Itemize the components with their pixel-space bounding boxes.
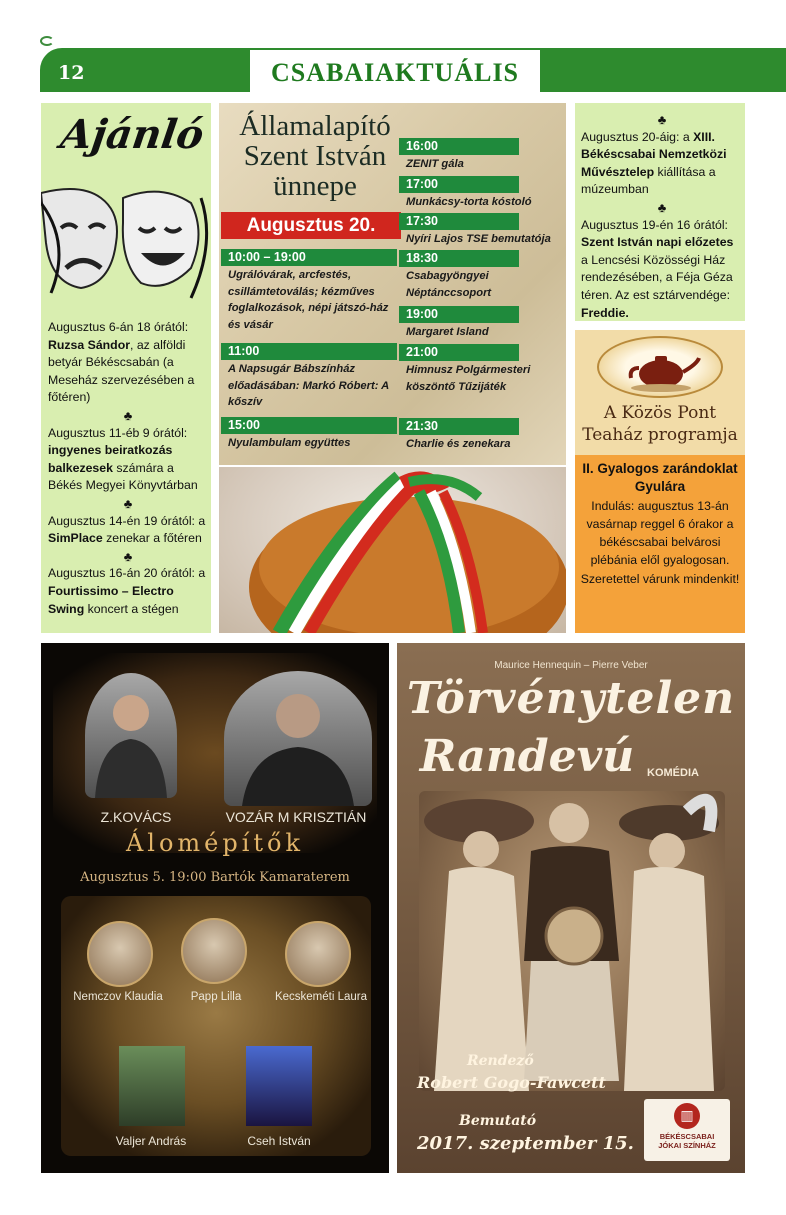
performer-photo — [181, 918, 247, 984]
performer-photo — [224, 671, 372, 806]
performer-photo — [87, 921, 153, 987]
right-program-list — [581, 111, 743, 322]
ajanlo-box — [41, 103, 211, 633]
performer-name: Nemczov Klaudia — [73, 991, 163, 1003]
page-number: 12 — [58, 62, 85, 84]
performer-name: Kecskeméti Laura — [274, 991, 368, 1003]
teahouse-body: Indulás: augusztus 13-án vasárnap reggel 6 órakor a békéscsabai belvárosi plébánia elől gyalogosan. Szeretettel várunk mindenkit! — [580, 498, 740, 586]
club-separator-icon: ♣ — [123, 495, 133, 511]
schedule-item: ZENIT gála — [406, 158, 464, 170]
event-poster — [219, 103, 566, 465]
schedule-time: 19:00 — [399, 306, 519, 323]
performer-name: VOZÁR M KRISZTIÁN — [225, 809, 367, 825]
schedule-item: Margaret Island — [406, 326, 489, 338]
schedule-item: Charlie és zenekara — [406, 438, 511, 450]
performer-photo — [119, 1046, 185, 1126]
schedule-time: 21:00 — [399, 344, 519, 361]
club-separator-icon: ♣ — [657, 199, 667, 215]
schedule-item: Ugrálóvárak, arcfestés, csillámtetoválás; kézműves foglalkozások, népi játszó-ház és vásár — [228, 269, 389, 331]
schedule-time: 11:00 — [221, 343, 397, 360]
vintage-photo-image — [419, 791, 725, 1091]
poster-title-line1: Törvénytelen — [406, 673, 736, 724]
poster-authors: Maurice Hennequin – Pierre Veber — [494, 660, 648, 671]
performer-photo — [85, 673, 177, 798]
ajanlo-item: Augusztus 11-éb 9 órától: ingyenes beiratkozás balkezesek számára a Békés Megyei Könyvtárban — [48, 425, 198, 493]
schedule-time: 10:00 – 19:00 — [221, 249, 397, 266]
poster-subtitle: Augusztus 5. 19:00 Bartók Kamaraterem — [80, 870, 350, 885]
club-separator-icon: ♣ — [123, 407, 133, 423]
schedule-item: Nyulambulam együttes — [228, 437, 351, 449]
ajanlo-item: Augusztus 16-án 20 órától: a Fourtissimo – Electro Swing koncert a stégen — [48, 566, 206, 616]
schedule-time: 17:00 — [399, 176, 519, 193]
performer-name: Valjer András — [115, 1134, 187, 1148]
performer-photo — [285, 921, 351, 987]
poster-title-line2: Randevú — [419, 731, 635, 782]
performer-name: Z.KOVÁCS — [100, 809, 172, 825]
alomepitok-poster — [41, 643, 389, 1173]
director-name: Robert Gogo-Fawcett — [417, 1073, 606, 1092]
theater-logo: ▥ BÉKÉSCSABAI JÓKAI SZÍNHÁZ — [644, 1099, 730, 1161]
schedule-item: Himnusz Polgármesteri köszöntő Tűzijáték — [406, 364, 531, 393]
schedule-item: Munkácsy-torta kóstoló — [406, 196, 532, 208]
teahouse-headline: II. Gyalogos zarándoklat Gyulára — [582, 461, 738, 495]
performer-photo — [246, 1046, 312, 1126]
columns-icon: ▥ — [674, 1103, 700, 1129]
schedule-time: 18:30 — [399, 250, 519, 267]
event-date: Augusztus 20. — [221, 212, 401, 239]
schedule-item: A Napsugár Bábszínház előadásában: Markó Róbert: A kőszív — [228, 363, 389, 408]
teahouse-box — [575, 330, 745, 633]
schedule-time: 15:00 — [221, 417, 397, 434]
poster-title: Álomépítők — [125, 829, 305, 857]
schedule-time: 21:30 — [399, 418, 519, 435]
schedule-item: Csabagyöngyei Néptánccsoport — [406, 270, 492, 299]
poster-genre: KOMÉDIA — [647, 767, 699, 779]
ajanlo-list — [48, 319, 208, 618]
teapot-icon — [597, 336, 723, 398]
ajanlo-title: Ajánló — [57, 111, 207, 158]
performer-name: Cseh István — [247, 1134, 311, 1148]
schedule-time: 16:00 — [399, 138, 519, 155]
theater-masks-icon — [41, 183, 211, 303]
performer-name: Papp Lilla — [190, 991, 242, 1003]
teahouse-title: A Közös Pont Teaház programja — [582, 403, 738, 445]
program-item: Augusztus 19-én 16 órától: Szent István napi előzetes a Lencsési Közösségi Ház rendezésében, a Féja Géza téren. Az est sztárvendége: Freddie. — [581, 217, 734, 320]
bread-ribbon-image — [219, 467, 566, 633]
ajanlo-item: Augusztus 6-án 18 órától: Ruzsa Sándor, az alföldi betyár Békéscsabán (a Meseház szervezésében a főtéren) — [48, 320, 195, 405]
torvenytelen-randevu-poster — [397, 643, 745, 1173]
premiere-date: 2017. szeptember 15. — [417, 1133, 634, 1154]
header-swirl-icon — [40, 36, 54, 46]
premiere-label: Bemutató — [459, 1113, 537, 1129]
page-title: CSABAIAKTUÁLIS — [250, 50, 540, 94]
ajanlo-item: Augusztus 14-én 19 órától: a SimPlace zenekar a főtéren — [48, 513, 206, 546]
director-label: Rendező — [467, 1053, 534, 1069]
schedule-time: 17:30 — [399, 213, 519, 230]
club-separator-icon: ♣ — [123, 548, 133, 564]
schedule-item: Nyíri Lajos TSE bemutatója — [406, 233, 551, 245]
club-separator-icon: ♣ — [657, 112, 667, 127]
event-title: Államalapító Szent István ünnepe — [239, 110, 391, 202]
program-item: Augusztus 20-áig: a XIII. Békéscsabai Nemzetközi Művésztelep kiállítása a múzeumban — [581, 129, 727, 197]
right-program-box — [575, 103, 745, 321]
teahouse-text — [578, 460, 742, 588]
